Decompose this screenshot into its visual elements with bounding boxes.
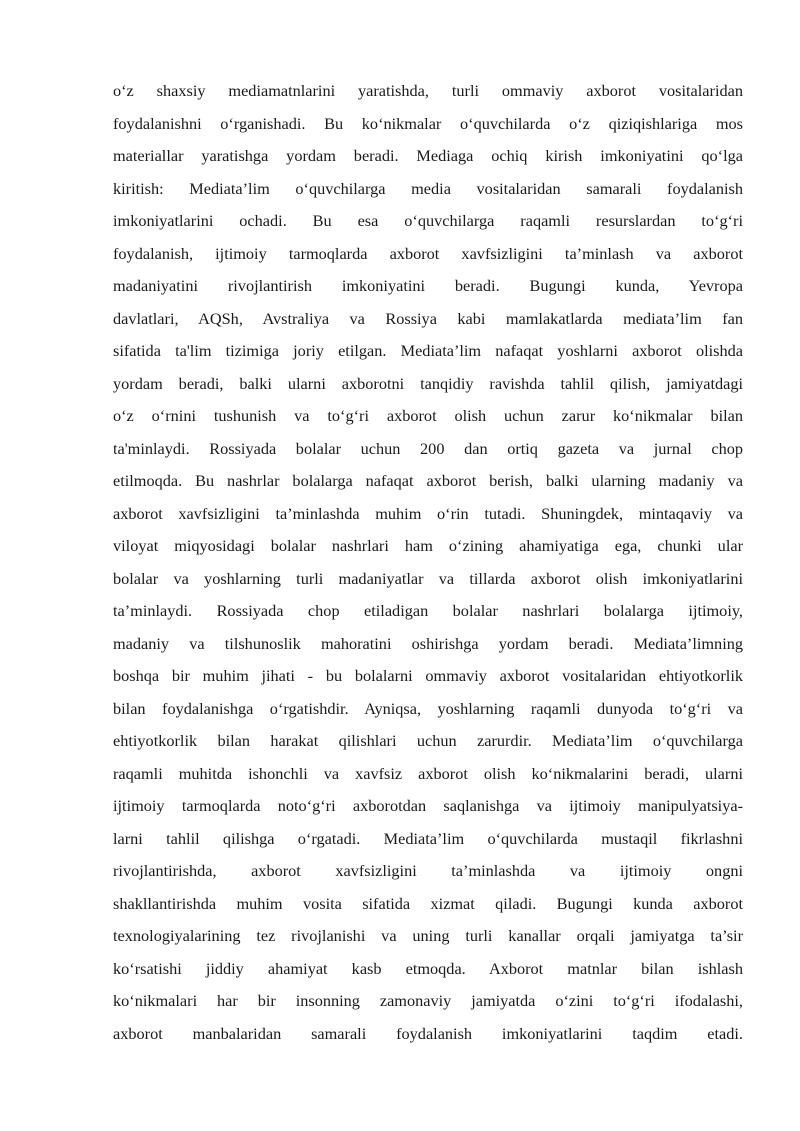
text-line: bilan foydalanishga o‘rgatishdir. Ayniqsa, yoshlarning raqamli dunyoda to‘g‘ri va <box>113 698 743 718</box>
text-line: madaniyatini rivojlantirish imkoniyatini beradi. Bugungi kunda, Yevropa <box>113 276 743 295</box>
text-line: axborot xavfsizligini ta’minlashda muhim o‘rin tutadi. Shuningdek, mintaqaviy va <box>113 503 743 523</box>
text-line: ko‘rsatishi jiddiy ahamiyat kasb etmoqda. Axborot matnlar bilan ishlash <box>113 958 743 978</box>
text-line: davlatlari, AQSh, Avstraliya va Rossiya kabi mamlakatlarda mediata’lim fan <box>113 308 743 328</box>
text-line: ta'minlaydi. Rossiyada bolalar uchun 200 dan ortiq gazeta va jurnal chop <box>113 438 743 458</box>
text-line: ta’minlaydi. Rossiyada chop etiladigan bolalar nashrlari bolalarga ijtimoiy, <box>113 601 743 620</box>
text-line: madaniy va tilshunoslik mahoratini oshirishga yordam beradi. Mediata’limning <box>113 633 743 653</box>
text-line: rivojlantirishda, axborot xavfsizligini ta’minlashda va ijtimoiy ongni <box>113 861 743 880</box>
text-line: shakllantirishda muhim vosita sifatida xizmat qiladi. Bugungi kunda axborot <box>113 893 743 913</box>
text-line: imkoniyatlarini ochadi. Bu esa o‘quvchilarga raqamli resurslardan to‘g‘ri <box>113 211 743 230</box>
text-line: larni tahlil qilishga o‘rgatadi. Mediata’lim o‘quvchilarda mustaqil fikrlashni <box>113 828 743 848</box>
text-line: axborot manbalaridan samarali foydalanish imkoniyatlarini taqdim etadi. <box>113 1023 743 1043</box>
text-line: bolalar va yoshlarning turli madaniyatlar va tillarda axborot olish imkoniyatlarini <box>113 568 743 588</box>
text-line: o‘z o‘rnini tushunish va to‘g‘ri axborot olish uchun zarur ko‘nikmalar bilan <box>113 406 743 425</box>
text-line: foydalanish, ijtimoiy tarmoqlarda axborot xavfsizligini ta’minlash va axborot <box>113 243 743 263</box>
text-line: o‘z shaxsiy mediamatnlarini yaratishda, turli ommaviy axborot vositalaridan <box>113 81 743 100</box>
text-line: kiritish: Mediata’lim o‘quvchilarga media vositalaridan samarali foydalanish <box>113 178 743 198</box>
text-line: yordam beradi, balki ularni axborotni tanqidiy ravishda tahlil qilish, jamiyatdagi <box>113 373 743 393</box>
text-line: boshqa bir muhim jihati - bu bolalarni ommaviy axborot vositalaridan ehtiyotkorlik <box>113 666 743 685</box>
text-line: ehtiyotkorlik bilan harakat qilishlari uchun zarurdir. Mediata’lim o‘quvchilarga <box>113 731 743 750</box>
text-line: foydalanishni o‘rganishadi. Bu ko‘nikmalar o‘quvchilarda o‘z qiziqishlariga mos <box>113 113 743 133</box>
text-line: materiallar yaratishga yordam beradi. Mediaga ochiq kirish imkoniyatini qo‘lga <box>113 146 743 165</box>
text-line: etilmoqda. Bu nashrlar bolalarga nafaqat axborot berish, balki ularning madaniy va <box>113 471 743 490</box>
text-line: raqamli muhitda ishonchli va xavfsiz axborot olish ko‘nikmalarini beradi, ularni <box>113 763 743 783</box>
text-line: sifatida ta'lim tizimiga joriy etilgan. Mediata’lim nafaqat yoshlarni axborot olishda <box>113 341 743 360</box>
text-line: texnologiyalarining tez rivojlanishi va uning turli kanallar orqali jamiyatga ta’sir <box>113 926 743 945</box>
body-text <box>113 75 743 1050</box>
text-line: ko‘nikmalari har bir insonning zamonaviy jamiyatda o‘zini to‘g‘ri ifodalashi, <box>113 991 743 1010</box>
text-line: viloyat miqyosidagi bolalar nashrlari ham o‘zining ahamiyatiga ega, chunki ular <box>113 536 743 555</box>
text-line: ijtimoiy tarmoqlarda noto‘g‘ri axborotdan saqlanishga va ijtimoiy manipulyatsiya- <box>113 796 743 815</box>
